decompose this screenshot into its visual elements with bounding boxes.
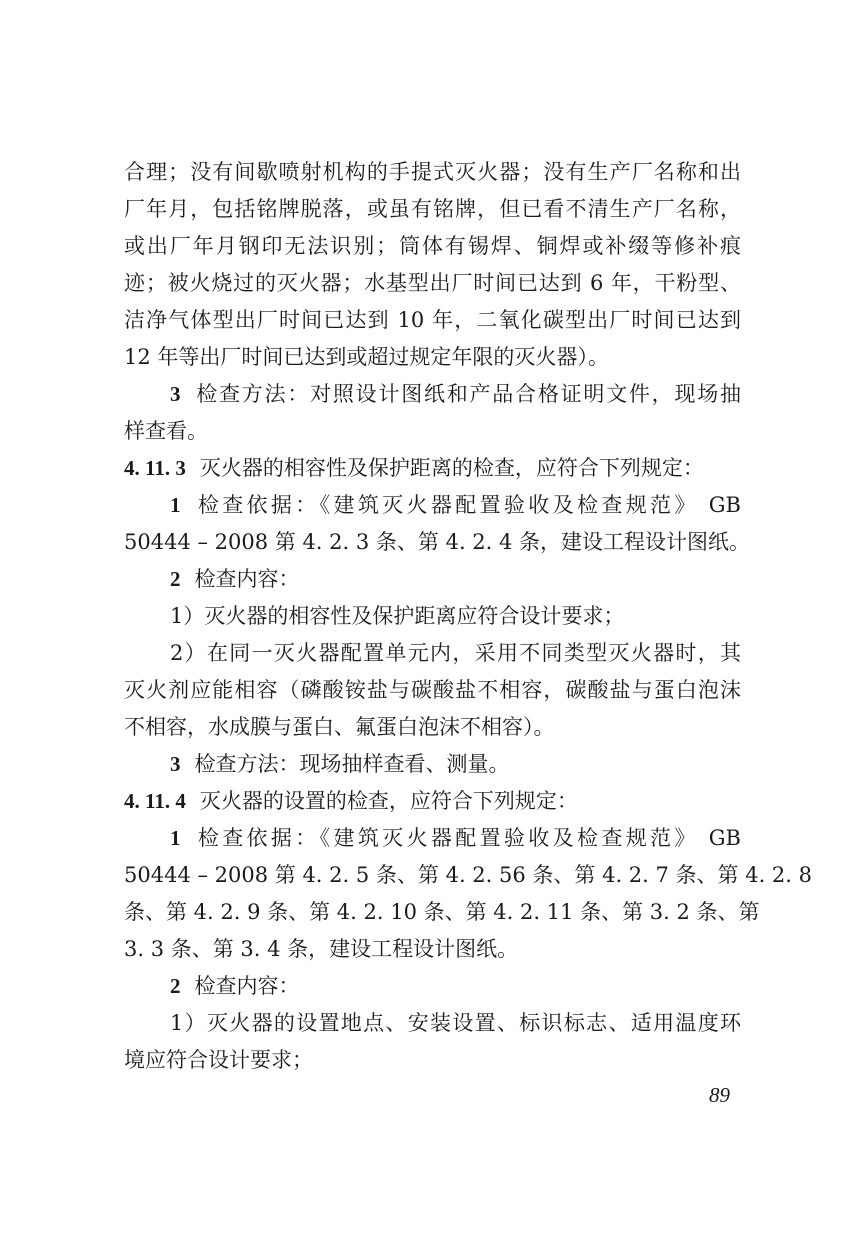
item-inspection-basis [124,487,741,524]
text-line: 样查看。 [124,419,208,443]
item-number: 3 [170,382,181,406]
item-inspection-method [124,376,741,413]
item-number: 1 [170,493,181,517]
section-title: 灭火器的设置的检查，应符合下列规定： [199,789,578,813]
text-line: 50444 – 2008 第 4. 2. 3 条、第 4. 2. 4 条，建设工程设计图纸。 [124,530,751,554]
text-line: 灭火剂应能相容（磷酸铵盐与碳酸盐不相容，碳酸盐与蛋白泡沫 [124,678,741,702]
section-heading-4-11-3 [124,450,741,487]
item-text: 检查内容： [194,567,300,591]
sub-item: 1）灭火器的相容性及保护距离应符合设计要求； [170,604,625,628]
page-number: 89 [709,1083,730,1107]
item-inspection-basis [124,820,741,857]
text-line: 厂年月，包括铭牌脱落，或虽有铭牌，但已看不清生产厂名称， [124,197,741,221]
item-inspection-method [124,746,741,783]
section-title: 灭火器的相容性及保护距离的检查，应符合下列规定： [199,456,704,480]
text-line: 12 年等出厂时间已达到或超过规定年限的灭火器）。 [124,345,609,369]
text-line: 境应符合设计要求； [124,1048,313,1072]
text-line: 洁净气体型出厂时间已达到 10 年，二氧化碳型出厂时间已达到 [124,308,741,332]
text-line: 迹；被火烧过的灭火器；水基型出厂时间已达到 6 年，干粉型、 [124,271,741,295]
section-number: 4. 11. 3 [124,456,186,480]
text-line: 条、第 4. 2. 9 条、第 4. 2. 10 条、第 4. 2. 11 条、第 3. 2 条、第 [124,900,760,924]
item-text: 检查依据：《建筑灭火器配置验收及检查规范》 GB [194,826,741,850]
section-number: 4. 11. 4 [124,789,186,813]
text-line: 3. 3 条、第 3. 4 条，建设工程设计图纸。 [124,937,519,961]
section-heading-4-11-4 [124,783,741,820]
item-text: 检查依据：《建筑灭火器配置验收及检查规范》 GB [194,493,741,517]
sub-item: 1）灭火器的设置地点、安装设置、标识标志、适用温度环 [170,1011,741,1035]
item-text: 检查内容： [194,974,300,998]
text-line: 或出厂年月钢印无法识别；筒体有锡焊、铜焊或补缀等修补痕 [124,234,741,258]
body-text [124,154,812,1079]
item-number: 2 [170,567,181,591]
item-text: 检查方法：对照设计图纸和产品合格证明文件，现场抽 [194,382,741,406]
text-line: 不相容，水成膜与蛋白、氟蛋白泡沫不相容）。 [124,715,555,739]
sub-item: 2）在同一灭火器配置单元内，采用不同类型灭火器时，其 [170,641,741,665]
item-inspection-content [124,561,741,598]
item-number: 1 [170,826,181,850]
text-line: 50444 – 2008 第 4. 2. 5 条、第 4. 2. 56 条、第 4. 2. 7 条、第 4. 2. 8 [124,863,812,887]
item-text: 检查方法：现场抽样查看、测量。 [194,752,510,776]
text-line: 合理；没有间歇喷射机构的手提式灭火器；没有生产厂名称和出 [124,160,741,184]
item-number: 3 [170,752,181,776]
item-number: 2 [170,974,181,998]
item-inspection-content [124,968,741,1005]
